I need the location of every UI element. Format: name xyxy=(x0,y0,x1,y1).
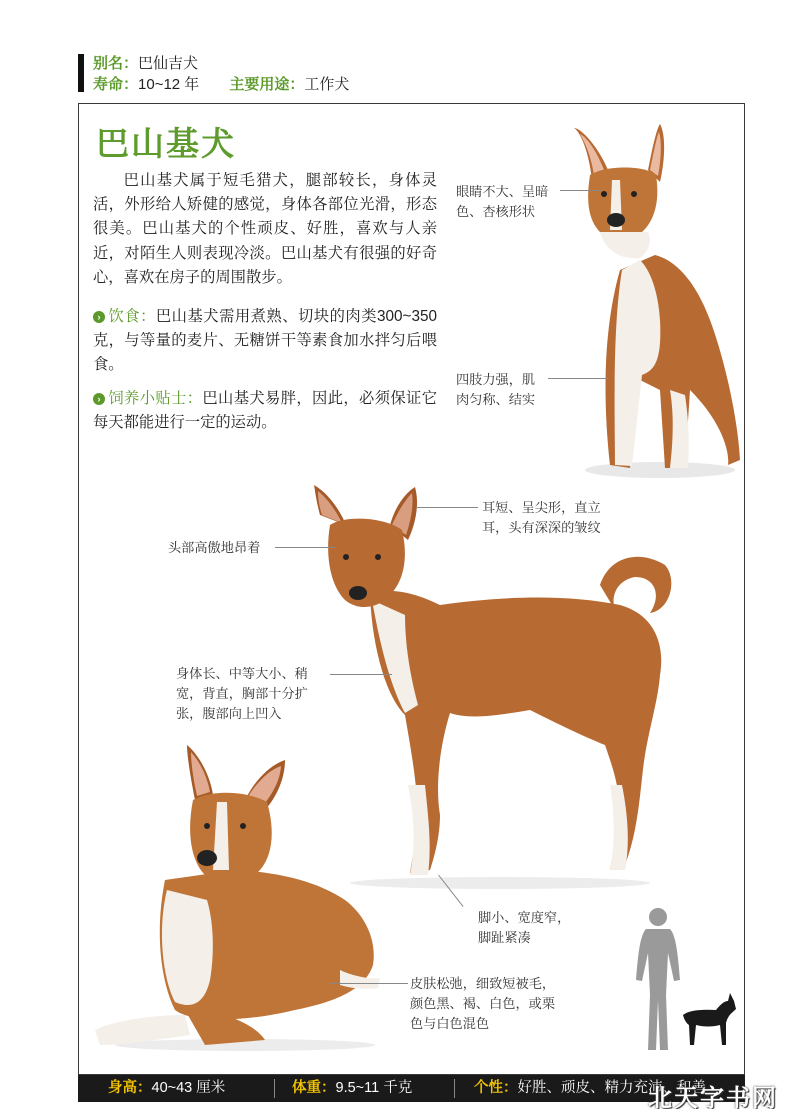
page-title: 巴山基犬 xyxy=(96,127,236,163)
size-comparison-icon xyxy=(628,905,738,1055)
tips-text: 巴山基犬易胖，因此，必须保证它每天都能进行一定的运动。 xyxy=(93,390,437,432)
eyes-leader-line xyxy=(560,190,602,191)
ears-annotation: 耳短、呈尖形，直立耳，头有深深的皱纹 xyxy=(482,500,601,535)
sitting-dog-image xyxy=(560,120,745,485)
lifespan-value: 10~12 年 xyxy=(138,76,200,93)
weight-stat xyxy=(292,1075,412,1102)
use-label: 主要用途： xyxy=(229,76,305,93)
alias-line xyxy=(93,55,198,73)
skin-annotation: 皮肤松弛，细致短被毛，颜色黑、褐、白色，或栗色与白色混色 xyxy=(410,976,556,1031)
head-leader-line xyxy=(275,547,335,548)
personality-value: 好胜、顽皮、精力充沛、和善 xyxy=(517,1080,706,1096)
intro-paragraph: 巴山基犬属于短毛猎犬，腿部较长，身体灵活，外形给人矫健的感觉，身体各部位光滑，形态很美。巴山基犬的个性顽皮、好胜，喜欢与人亲近，对陌生人则表现冷淡。巴山基犬有很强的好奇心，喜欢在房子的周围散步。 xyxy=(93,172,437,286)
header-accent-bar xyxy=(78,54,84,92)
ears-leader-line xyxy=(416,507,478,508)
limbs-leader-line xyxy=(548,378,608,379)
alias-value: 巴仙吉犬 xyxy=(138,55,199,72)
height-value: 40~43 厘米 xyxy=(151,1080,226,1096)
feeding-label: 饮食： xyxy=(108,308,156,325)
site-watermark: 北天字书网 xyxy=(648,1086,778,1109)
limbs-annotation: 四肢力强，肌肉匀称、结实 xyxy=(456,372,536,407)
body-annotation: 身体长、中等大小、稍宽，背直，胸部十分扩张，腹部向上凹入 xyxy=(176,666,308,721)
tips-label: 饲养小贴士： xyxy=(108,390,203,407)
body-leader-line xyxy=(330,674,392,675)
arrow-circle-icon: › xyxy=(93,393,105,405)
height-stat xyxy=(108,1075,225,1102)
lifespan-use-line xyxy=(93,76,349,94)
tips-paragraph xyxy=(93,387,437,435)
head-annotation: 头部高傲地昂着 xyxy=(168,540,261,555)
eyes-annotation: 眼睛不大、呈暗色、杏核形状 xyxy=(456,184,549,219)
stats-bar xyxy=(78,1075,745,1102)
feet-annotation: 脚小、宽度窄，脚趾紧凑 xyxy=(478,910,571,945)
alias-label: 别名： xyxy=(93,55,139,72)
stats-divider xyxy=(454,1079,455,1098)
feeding-paragraph xyxy=(93,305,437,378)
use-value: 工作犬 xyxy=(304,76,350,93)
stats-divider xyxy=(274,1079,275,1098)
lifespan-label: 寿命： xyxy=(93,76,139,93)
feeding-text: 巴山基犬需用煮熟、切块的肉类300~350克，与等量的麦片、无糖饼干等素食加水拌匀后喂食。 xyxy=(93,308,437,374)
weight-value: 9.5~11 千克 xyxy=(335,1080,413,1096)
arrow-circle-icon: › xyxy=(93,311,105,323)
lying-dog-image xyxy=(95,740,385,1060)
skin-leader-line xyxy=(330,983,408,984)
weight-label: 体重： xyxy=(292,1080,336,1096)
height-label: 身高： xyxy=(108,1080,152,1096)
personality-label: 个性： xyxy=(474,1080,518,1096)
